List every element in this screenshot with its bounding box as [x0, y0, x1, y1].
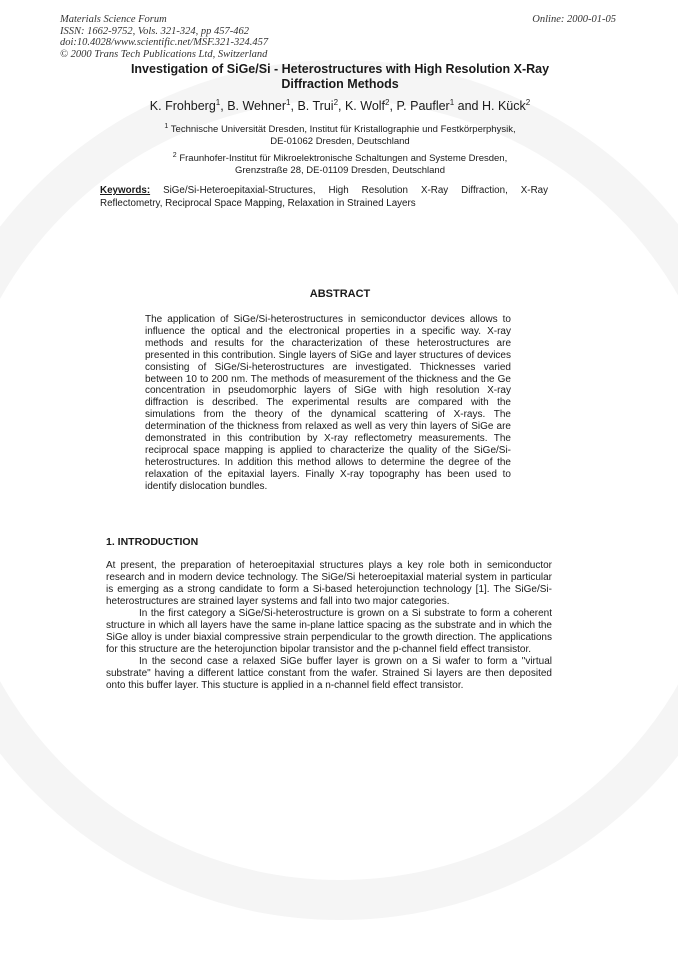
title-line-1: Investigation of SiGe/Si - Heterostructures with High Resolution X-Ray [130, 62, 550, 76]
author-affil-mark: 2 [385, 98, 390, 107]
author-name: K. Wolf [344, 99, 386, 114]
author-affil-mark: 1 [449, 98, 455, 107]
meta-issn: ISSN: 1662-9752, Vols. 321-324, pp 457-462 [60, 25, 249, 37]
keywords [100, 185, 548, 210]
introduction-heading: 1. INTRODUCTION [106, 536, 199, 548]
author-affil-mark: 1 [215, 98, 221, 107]
paper-title [60, 62, 620, 92]
affiliation-line: DE-01062 Dresden, Deutschland [270, 136, 410, 148]
meta-doi: doi:10.4028/www.scientific.net/MSF.321-324.457 [60, 37, 269, 48]
meta-journal: Materials Science Forum [60, 14, 167, 25]
author-separator: and [454, 99, 482, 114]
author-separator: , [389, 99, 397, 114]
author-name: H. Kück [481, 99, 526, 114]
affiliation-line: Grenzstraße 28, DE-01109 Dresden, Deutschland [235, 165, 445, 177]
affiliation-line: Technische Universität Dresden, Institut für Kristallographie und Festkörperphysik, [170, 124, 516, 136]
author-affil-mark: 2 [333, 98, 339, 107]
affiliation-2 [110, 150, 570, 177]
introduction-paragraph: In the second case a relaxed SiGe buffer layer is grown on a Si wafer to form a "virtual substrate" having a different lattice constant from the wafer. Strained Si layers are then deposited onto this buffer layer. This stucture is applied in a n-channel field effect transistor. [106, 656, 552, 691]
introduction-paragraph: In the first category a SiGe/Si-heterostructure is grown on a Si substrate to form a coherent structure in which all layers have the same in-plane lattice spacing as the substrate and in which the SiGe alloy is under biaxial compressive strain perpendicular to the growth direction. The applications for this structure are the heterojunction bipolar transistor and the p-channel field effect transistor. [106, 608, 552, 655]
author-list [60, 98, 620, 113]
introduction-body [106, 560, 552, 692]
keywords-text: SiGe/Si-Heteroepitaxial-Structures, High Resolution X-Ray Diffraction, X-Ray Reflectometry, Reciprocal Space Mapping, Relaxation in Strained Layers [100, 185, 548, 209]
author-separator: , [290, 99, 298, 114]
author-name: K. Frohberg [149, 99, 216, 114]
affiliation-1 [110, 121, 570, 148]
author-affil-mark: 2 [525, 98, 531, 107]
online-date: Online: 2000-01-05 [532, 14, 616, 25]
meta-copyright: © 2000 Trans Tech Publications Ltd, Switzerland [60, 48, 268, 60]
author-separator: , [338, 99, 345, 114]
affiliation-mark: 2 [172, 152, 177, 159]
keywords-label: Keywords: [100, 185, 151, 196]
author-name: P. Paufler [396, 99, 450, 114]
affiliation-mark: 1 [164, 123, 169, 130]
author-separator: , [220, 99, 228, 114]
title-line-2: Diffraction Methods [281, 77, 399, 91]
author-affil-mark: 1 [286, 98, 291, 107]
abstract-text: The application of SiGe/Si-heterostructures in semiconductor devices allows to influence the optical and the electronical properties in a specific way. X-ray methods and results for the characterization of these heterostructures are presented in this contribution. Single layers of SiGe and layer structures of devices consisting of SiGe/Si-heterostructures are investigated. Thicknesses varied between 10 to 200 nm. The methods of measurement of the thickness and the Ge concentration in pseudomorphic layers of SiGe with high resolution X-ray diffraction is described. The experimental results are compared with the simulations from the theory of the dynamical scattering of X-rays. The determination of the thickness from relaxed as well as very thin layers of SiGe are demonstrated in this contribution by X-ray reflectometry measurements. The reciprocal space mapping is applied to characterize the quality of the SiGe/Si-heterostructures. In addition this method allows to determine the degree of the relaxation of the epitaxial layers. Finally X-ray topography has been used to identify dislocation bundles. [145, 314, 511, 492]
affiliation-line: Fraunhofer-Institut für Mikroelektronische Schaltungen and Systeme Dresden, [179, 153, 508, 165]
author-name: B. Trui [297, 99, 334, 114]
author-name: B. Wehner [227, 99, 287, 114]
introduction-paragraph: At present, the preparation of heteroepitaxial structures plays a key role both in semiconductor research and in modern device technology. The SiGe/Si heteroepitaxial material system in particular is emerging as a strong candidate to form a Si-based heterojunction technology [1]. The SiGe/Si-heterostructures are strained layer systems and fall into two major categories. [106, 560, 552, 607]
abstract-heading: ABSTRACT [309, 288, 371, 300]
